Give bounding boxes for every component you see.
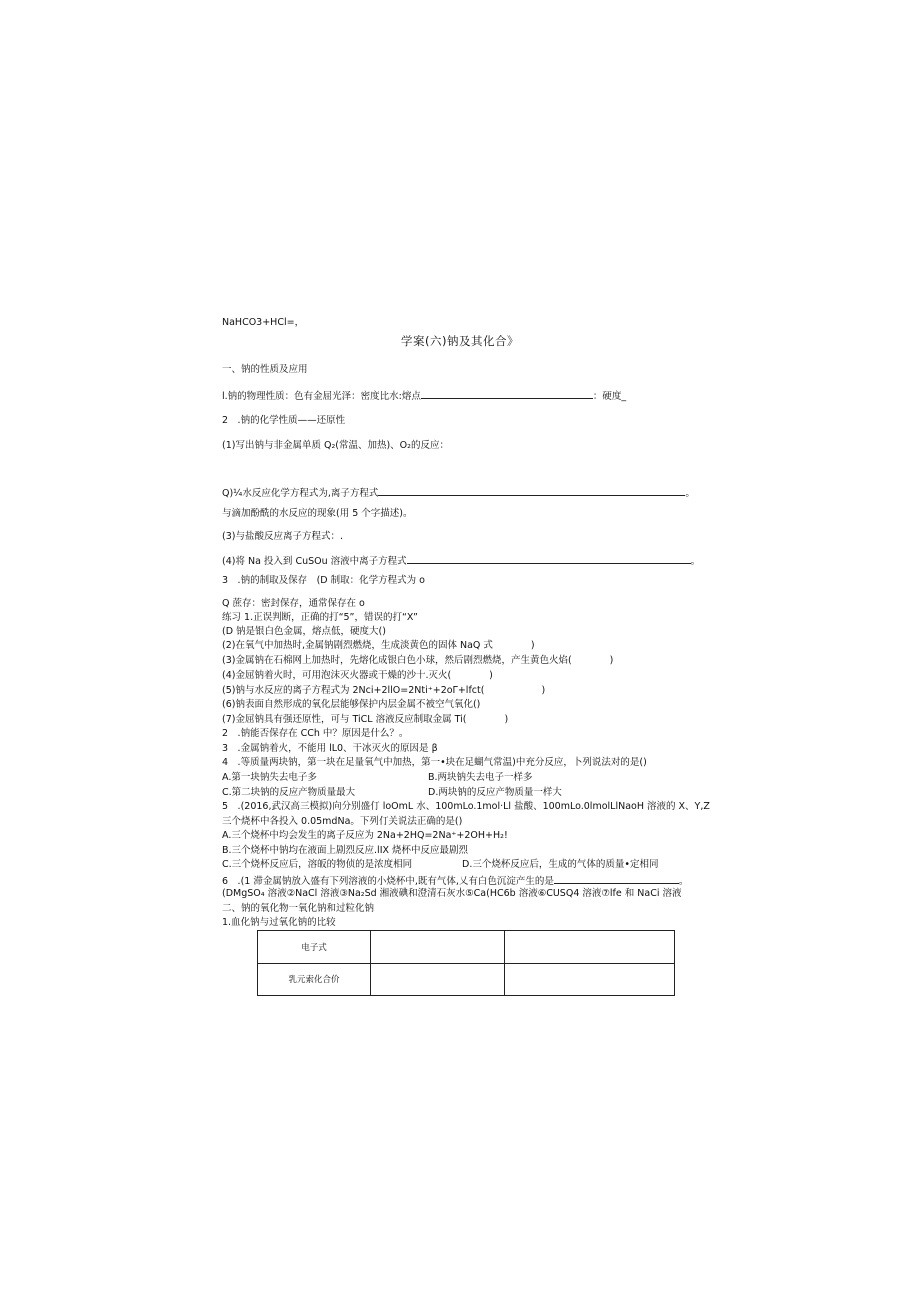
table-cell[interactable] <box>505 963 675 996</box>
storage-question: Q 蔗存：密封保存，通常保存在 o <box>222 598 365 609</box>
option-a: A.第一块钠失去电子多 <box>222 772 317 783</box>
section-2-heading: 二、钠的氧化物一氧化钠和过粒化钠 <box>222 903 375 914</box>
option-a: A.三个烧杯中均会发生的离子反应为 2Na+2HQ=2Na⁺+2OH+H₂! <box>222 830 508 841</box>
section-2-subheading: 1.血化钠与过氧化钠的比较 <box>222 917 336 928</box>
row-label-oxygen-valence: 乳元索化合价 <box>258 963 371 996</box>
table-row <box>258 931 675 964</box>
question-c4 <box>222 554 700 568</box>
practice-question-4: 4 .等质量两块钠，第一块在足量氧气中加热，第一•块在足蝴气常温)中充分反应，卜列说法对的是() <box>222 757 647 768</box>
practice-question-6-text: 6 .(1 滞金属钠放入盛有下列溶液的小烧杯中,既有气体,乂有白色沉淀产生的是 <box>222 876 554 887</box>
table-row <box>258 963 675 996</box>
period-mark: 。 <box>690 556 701 567</box>
period-mark: 。 <box>678 876 689 887</box>
hardness-text: ：硬度_ <box>592 391 627 402</box>
option-d: D.三个烧杯反应后，生成的气体的质量•定相同 <box>462 859 659 870</box>
answer-blank[interactable] <box>421 389 593 399</box>
answer-blank[interactable] <box>378 486 685 496</box>
option-c: C.第二块钠的反应产物质量最大 <box>222 787 356 798</box>
question-c2-text: Q)¼水反应化学方程式为,离子方程式 <box>222 488 379 499</box>
practice-question-3: 3 .金属钠着火，不能用 lL0、干冰灭火的原因是 β <box>222 743 438 754</box>
header-note: NaHCO3+HCl=， <box>222 317 305 328</box>
table-cell[interactable] <box>371 963 505 996</box>
row-label-electron-formula: 电子式 <box>258 931 371 964</box>
practice-intro: 练习 1.正误判断，正确的打“5”，错误的打“X” <box>222 612 418 623</box>
period-mark: 。 <box>685 488 695 499</box>
practice-question-6 <box>222 874 688 888</box>
practice-question-6-options: (DMgSO₄ 溶液②NaCl 溶液③Na₂Sd 湘液碘和澄清石灰水⑤Ca(HC6b 溶液⑥CUSQ4 溶液⑦lfe 和 NaCi 溶液 <box>222 888 682 899</box>
practice-question-2: 2 .钠能否保存在 CCh 中？原因是什么？。 <box>222 728 409 739</box>
answer-blank[interactable] <box>554 874 679 884</box>
option-b: B.三个烧杯中钠均在液面上剧烈反应.lIX 烧杯中反应最剧烈 <box>222 845 469 856</box>
question-c2-phenomenon: 与滴加酚酰的水反应的现象(用 5 个字描述)。 <box>222 508 413 519</box>
physical-properties-text: l.钠的物理性质：色有金屈光泽：密度比水:熔点 <box>222 391 421 402</box>
practice-item: (7)金屈钠具有强还原性，可与 TiCL 溶液反应制取金属 Ti( ) <box>222 714 509 725</box>
page-title: 学案(六)钠及其化合》 <box>401 334 519 348</box>
physical-properties-question <box>222 389 626 403</box>
practice-question-5-cont: 三个烧杯中各投入 0.05mdNa。下列仃关说法正确的是() <box>222 816 463 827</box>
question-c2 <box>222 486 695 500</box>
option-b: B.两块钠失去电子一样多 <box>428 772 533 783</box>
practice-item: (D 钠是银白色金属，熔点低，硬度大() <box>222 626 386 637</box>
comparison-table <box>257 930 675 996</box>
question-c1: (1)写出钠与非金属单质 Q₂(常温、加热)、O₂的反应： <box>222 440 449 451</box>
practice-item: (6)钠表面自然形成的氧化层能够保护内层金属不被空气氧化() <box>222 699 481 710</box>
practice-item: (5)钠与水反应的离子方程式为 2Nci+2llO=2Nti⁺+2oΓ+lfct( ) <box>222 685 546 696</box>
answer-blank[interactable] <box>407 554 691 564</box>
chemical-properties-heading: 2 .钠的化学性质——还原性 <box>222 415 346 426</box>
preparation-question: 3 .钠的制取及保存 (D 制取：化学方程式为 o <box>222 575 425 586</box>
section-1-heading: 一、钠的性质及应用 <box>222 364 308 375</box>
question-c4-text: (4)将 Na 投入到 CuSOu 溶液中离子方程式 <box>222 556 407 567</box>
table-cell[interactable] <box>505 931 675 964</box>
practice-item: (3)金属钠在石棉网上加热时，先熔化成银白色小球，然后剧烈燃烧，产生黄色火焰( ) <box>222 655 614 666</box>
option-c: C.三个烧杯反应后，溶皈的物侦的是浓度相同 <box>222 859 413 870</box>
practice-question-5: 5 .(2016,武汉高三模拟)向分别盛仃 loOmL 水、100mLo.1mol·Ll 盐酸、100mLo.0lmolLlNaoH 溶液的 X、Y,Z <box>222 801 710 812</box>
table-cell[interactable] <box>371 931 505 964</box>
practice-item: (4)金屈钠着火时，可用泡沫灭火器或干燥的沙十.灭火( ) <box>222 670 493 681</box>
option-d: D.两块钠的反应产物质量一样大 <box>428 787 562 798</box>
practice-item: (2)在氧气中加热时,金属钠剧烈燃烧，生成淡黄色的固体 NaQ 式 ) <box>222 640 535 651</box>
question-c3: (3)与盐酸反应离子方程式：. <box>222 531 343 542</box>
